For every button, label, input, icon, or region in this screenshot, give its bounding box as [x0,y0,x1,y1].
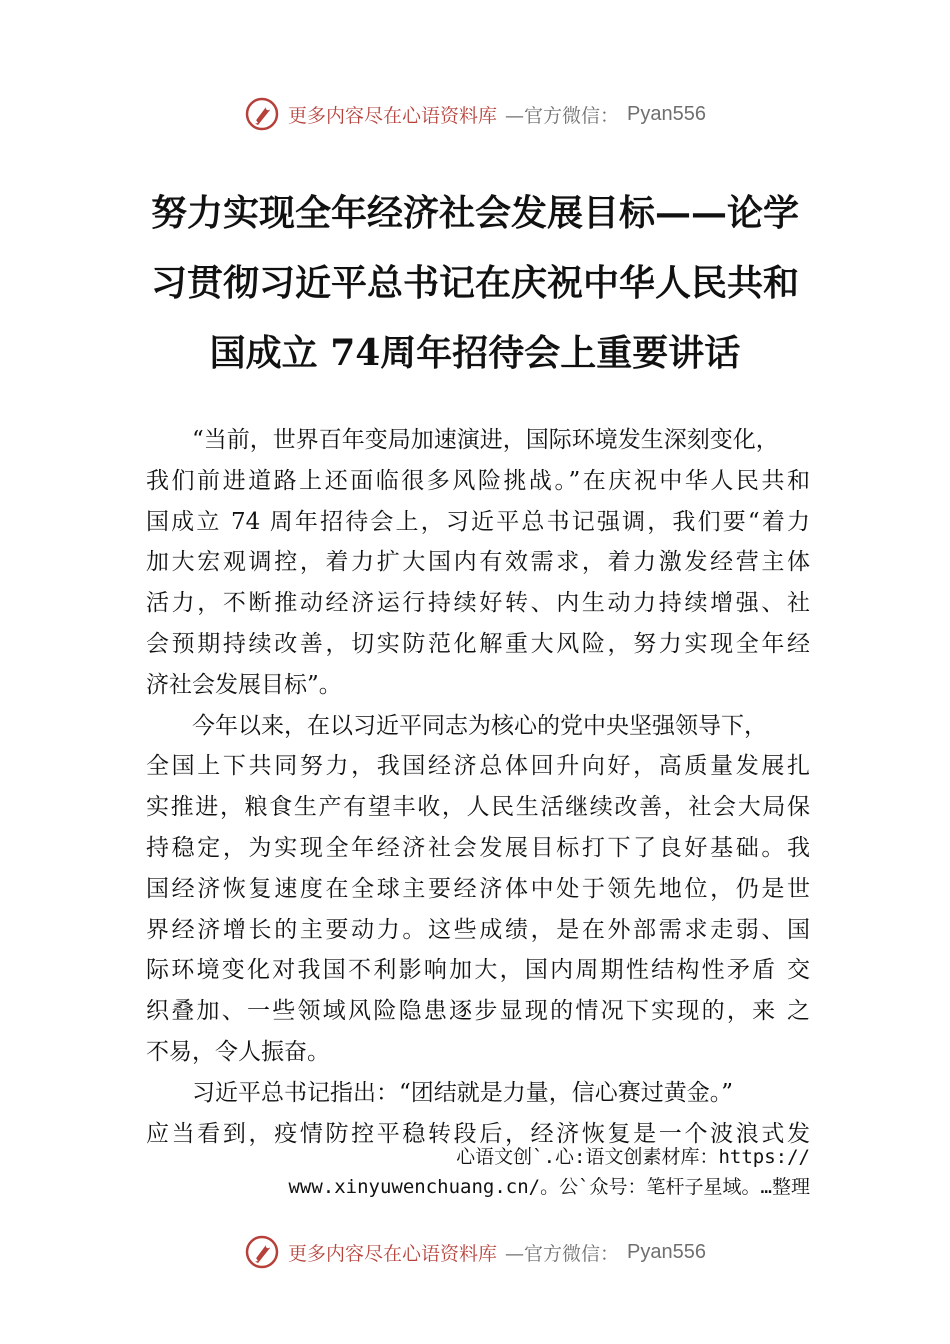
text-line: 实推进，粮食生产有望丰收，人民生活继续改善，社会大局保 [146,794,810,821]
banner-lead-text: 更多内容尽在心语资料库 [288,104,498,127]
text-line: 国成立 74 周年招待会上，习近平总书记强调，我们要“着力 [146,508,810,535]
paragraph [146,420,810,706]
banner-wechat-id: Pyan556 [627,102,706,125]
title-line: 努力实现全年经济社会发展目标——论学 [150,192,799,234]
document-title [140,178,810,388]
pen-nib-logo-icon [244,1234,280,1270]
text-line: 加大宏观调控，着力扩大国内有效需求，着力激发经营主体 [146,549,810,576]
header-banner [0,94,950,134]
banner-tail-text: —官方微信： [505,104,620,127]
text-line: 我们前进道路上还面临很多风险挑战。”在庆祝中华人民共和 [146,467,810,494]
text-line: 济社会发展目标”。 [146,671,342,698]
text-line: 持稳定，为实现全年经济社会发展目标打下了良好基础。我 [146,834,810,861]
footer-banner [0,1232,950,1272]
source-note-line: 心语文创`.心:语文创素材库：https:// [456,1146,810,1168]
text-line: “当前，世界百年变局加速演进，国际环境发生深刻变化， [192,427,779,453]
text-line: 界经济增长的主要动力。这些成绩，是在外部需求走弱、国 [146,916,810,943]
title-line: 国成立 74周年招待会上重要讲话 [209,332,741,374]
text-line: 活力，不断推动经济运行持续好转、内生动力持续增强、社 [146,590,810,617]
text-line: 国经济恢复速度在全球主要经济体中处于领先地位，仍是世 [146,875,810,902]
text-line: 织叠加、一些领域风险隐患逐步显现的情况下实现的，来 之 [146,998,810,1025]
text-line: 不易，令人振奋。 [146,1038,330,1065]
text-line: 习近平总书记指出：“团结就是力量，信心赛过黄金。” [192,1079,734,1106]
paragraph [146,706,810,1073]
text-line: 应当看到，疫情防控平稳转段后，经济恢复是一个波浪式发 [146,1120,810,1147]
title-line: 习贯彻习近平总书记在庆祝中华人民共和 [150,262,799,304]
text-line: 全国上下共同努力，我国经济总体回升向好，高质量发展扎 [146,753,810,780]
text-line: 今年以来，在以习近平同志为核心的党中央坚强领导下， [192,712,767,739]
banner-lead-text: 更多内容尽在心语资料库 [288,1242,498,1265]
source-note-line: www.xinyuwenchuang.cn/。公`众号：笔杆子星域。…整理 [288,1176,810,1198]
pen-nib-logo-icon [244,96,280,132]
text-line: 际环境变化对我国不利影响加大，国内周期性结构性矛盾 交 [146,957,810,984]
banner-wechat-id: Pyan556 [627,1240,706,1263]
document-body [146,420,810,1154]
text-line: 会预期持续改善，切实防范化解重大风险，努力实现全年经 [146,630,810,657]
banner-tail-text: —官方微信： [505,1242,620,1265]
